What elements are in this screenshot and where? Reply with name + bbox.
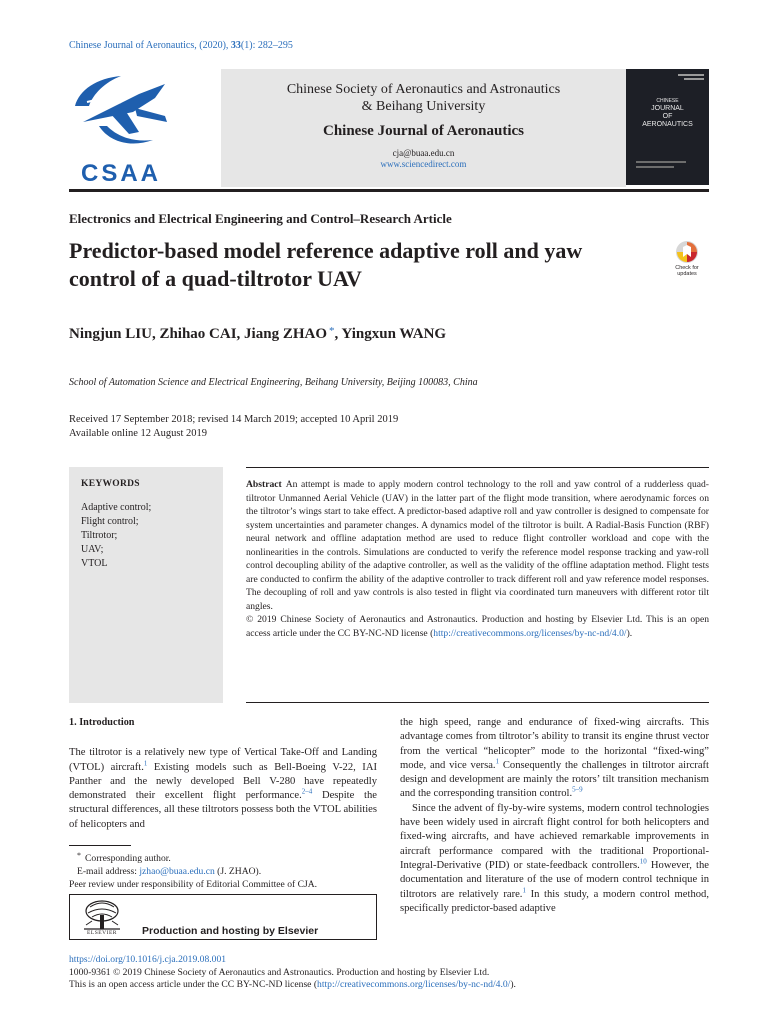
corresponding-author-marker[interactable]: * — [329, 325, 335, 337]
keyword-item: Adaptive control; — [81, 502, 152, 513]
journal-cover-image — [626, 69, 709, 185]
check-for-updates-icon — [667, 239, 707, 265]
masthead-contact — [221, 148, 626, 170]
article-title: Predictor-based model reference adaptive roll and yaw control of a quad-tiltrotor UAV — [69, 238, 583, 291]
csaa-logo — [69, 72, 173, 187]
reference-link[interactable]: 5–9 — [572, 785, 583, 794]
reference-link[interactable]: 1 — [495, 757, 500, 766]
masthead-rule — [69, 189, 709, 192]
abstract-rule-bottom — [246, 702, 709, 703]
authors: Ningjun LIU, Zhihao CAI, Jiang ZHAO *, Yingxun WANG — [69, 325, 447, 342]
abstract-text: An attempt is made to apply modern control technology to the roll and yaw control of a rudderless quad-tiltrotor Unmanned Aerial Vehicle (UAV) in the latter part of the flight mode transition, where aerodynamic forces on the tiltrotor’s wings start to take effect. A predictor-based adaptive roll and yaw controller is designed to compensate for system uncertainties and parameter changes. A dynamics model of the tiltrotor is built. A Radial-Basis Function (RBF) neural network and offline adaptation method are used to reduce flight controller workload and cope with the nonlinearities in the controls. Simulations are conducted to verify the reference model response tracking and yaw-roll control decoupling ability of the adaptive controller, as well as the validity of the offline adaptation method. Flight tests are conducted to confirm the ability of the adaptive controller to track different roll and yaw reference model responses. The decoupling of roll and yaw controls is also tested in flight via coordinated turn maneuvers with different rotor tilt angles. — [246, 479, 709, 612]
paragraph: The tiltrotor is a relatively new type of Vertical Take-Off and Landing (VTOL) aircraft.$^1$ Existing models such as Bell-Boeing V-22, IAI Panther and the newly developed Bell V-280 have repeatedly demonstrated their excellent flight performance.$^{2-4}$ Despite the structural differences, all these tiltrotors possess both the VTOL abilities of helicopters and — [69, 747, 377, 830]
abstract-label: Abstract — [246, 479, 282, 490]
paragraph: the high speed, range and endurance of fixed-wing aircrafts. This advantage comes from tiltrotor’s ability to transit its engine thrust vector from the vertical “helicopter” mode to the horizontal “fixed-wing” mode, and vice versa.$^1$ Consequently the challenges in tiltrotor aircraft design and development are mainly the rotors’ tilt transition mechanism and the corresponding transition control.$^{5-9}$ — [400, 717, 710, 800]
production-hosting-text: Production and hosting by Elsevier — [142, 925, 319, 937]
reference-link[interactable]: 2–4 — [301, 787, 313, 796]
elsevier-box — [69, 894, 377, 940]
reference-link[interactable]: 1 — [522, 886, 526, 895]
journal-citation[interactable]: Chinese Journal of Aeronautics, (2020), 33(1): 282–295 — [69, 40, 293, 51]
affiliation: School of Automation Science and Electrical Engineering, Beihang University, Beijing 100083, China — [69, 377, 478, 388]
masthead — [69, 67, 709, 189]
paragraph: Since the advent of fly-by-wire systems, modern control technologies have been widely used in aircraft flight control for both helicopters and fixed-wing aircrafts, and have achieved remarkable improvements in aircraft performance compared with the traditional Proportional-Integral-Derivative (PID) or state-feedback controllers.$^{10}$ However, the documentation and literature of the use of modern control technique in tiltrotors are relatively rare.$^1$ In this study, a modern control method, specifically predictor-based adaptive — [400, 802, 709, 914]
citation-volume: 33 — [230, 40, 241, 51]
keyword-item: Flight control; — [81, 516, 139, 527]
footnotes: * Corresponding author. E-mail address: jzhao@buaa.edu.cn (J. ZHAO). Peer review under responsibility of Editorial Committee of CJA. — [69, 850, 377, 891]
page-footer — [69, 954, 709, 992]
article-dates — [69, 413, 398, 441]
journal-email: cja@buaa.edu.cn — [392, 148, 455, 158]
license-link[interactable]: http://creativecommons.org/licenses/by-nc-nd/4.0/ — [433, 627, 627, 639]
issn-line: 1000-9361 © 2019 Chinese Society of Aeronautics and Astronautics. Production and hosting by Elsevier Ltd. — [69, 966, 490, 978]
abstract-rule-top — [246, 467, 709, 468]
cover-masthead — [678, 74, 704, 80]
reference-link[interactable]: 1 — [143, 759, 148, 768]
body-column-left — [69, 716, 377, 832]
elsevier-wordmark: ELSEVIER — [87, 930, 117, 936]
check-for-updates-button[interactable] — [667, 239, 707, 281]
aircraft-emblem-icon — [69, 72, 173, 156]
footer-license-link[interactable]: http://creativecommons.org/licenses/by-nc-nd/4.0/ — [317, 979, 511, 991]
reference-link[interactable]: 10 — [639, 857, 647, 866]
body-column-right — [400, 716, 709, 916]
keyword-item: UAV; — [81, 544, 104, 555]
received-dates: Received 17 September 2018; revised 14 March 2019; accepted 10 April 2019 — [69, 414, 399, 425]
footnote-rule — [69, 845, 131, 846]
keywords-box — [69, 467, 223, 703]
abstract — [246, 478, 709, 640]
check-for-updates-label: Check for updates — [675, 265, 699, 277]
sciencedirect-link[interactable]: www.sciencedirect.com — [380, 159, 467, 169]
section-heading: 1. Introduction — [69, 717, 135, 728]
keyword-item: VTOL — [81, 558, 108, 569]
author-email-link[interactable]: jzhao@buaa.edu.cn — [139, 865, 215, 877]
society-name: Chinese Society of Aeronautics and Astronautics & Beihang University — [286, 82, 561, 114]
csaa-logo-text: CSAA — [81, 160, 162, 187]
footnote-marker: * — [77, 851, 81, 860]
abstract-copyright: © 2019 Chinese Society of Aeronautics and Astronautics. Production and hosting by Elsevier Ltd. This is an open access article under the CC BY-NC-ND license (http://creativecommons.org/licenses/by-nc-nd/4.0/). — [246, 614, 709, 639]
peer-review-note: Peer review under responsibility of Editorial Committee of CJA. — [69, 878, 318, 890]
doi-link[interactable]: https://doi.org/10.1016/j.cja.2019.08.001 — [69, 954, 227, 965]
footer-license-line: This is an open access article under the CC BY-NC-ND license (http://creativecommons.org/licenses/by-nc-nd/4.0/). — [69, 979, 516, 991]
journal-name: Chinese Journal of Aeronautics — [323, 123, 524, 139]
cover-title: CHINESE JOURNAL OF AERONAUTICS — [642, 98, 693, 128]
article-type: Electronics and Electrical Engineering and Control–Research Article — [69, 211, 452, 226]
keywords-list — [81, 501, 151, 571]
keywords-heading: KEYWORDS — [81, 479, 140, 489]
keyword-item: Tiltrotor; — [81, 530, 118, 541]
masthead-center — [221, 69, 626, 187]
available-online: Available online 12 August 2019 — [69, 428, 208, 439]
